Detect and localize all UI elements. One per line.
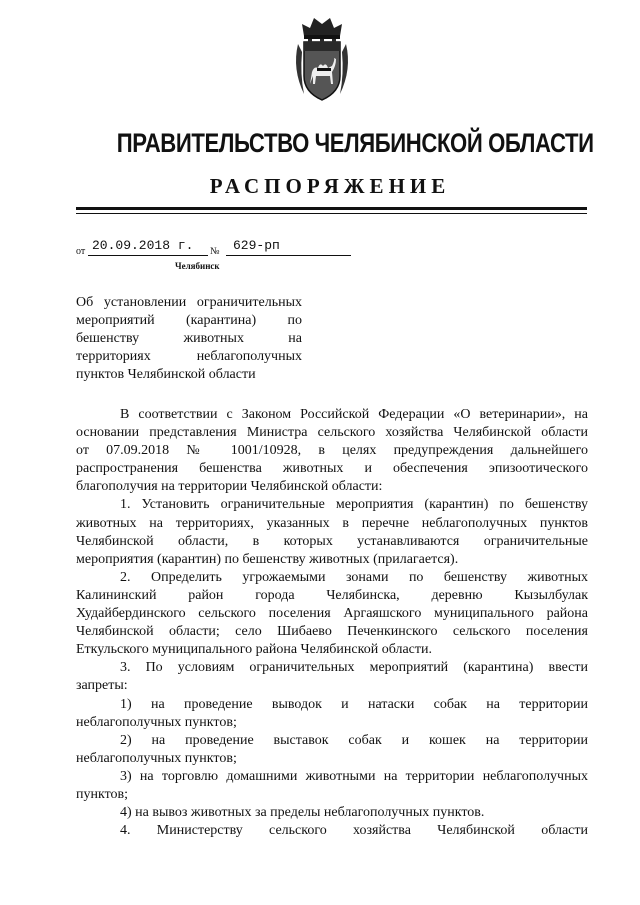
number-underline [226, 255, 351, 256]
body-line: благополучия на территории Челябинской области: [76, 479, 383, 495]
body-line: Еткульского муниципального района Челябинской области. [76, 642, 432, 658]
body-line: В соответствии с Законом Российской Федерации «О ветеринарии», на [120, 407, 588, 422]
body-line: 4) на вывоз животных за пределы неблагополучных пунктов. [120, 805, 485, 821]
body-line: Худайбердинского сельского поселения Аргаяшского муниципального района [76, 606, 588, 622]
body-line: Челябинской области; село Шибаево Печенкинского сельского поселения [76, 624, 588, 640]
subject-line: территориях неблагополучных [76, 349, 302, 364]
chelyabinsk-coat-of-arms-icon [290, 14, 354, 104]
document-date: 20.09.2018 г. [92, 238, 194, 253]
body-line: от 07.09.2018 № 1001/10928, в целях предупреждения дальнейшего [76, 443, 588, 459]
body-line: запреты: [76, 678, 128, 694]
header-rule-thick [76, 207, 587, 210]
subject-line: Об установлении ограничительных [76, 295, 302, 310]
body-line: Калининский район города Челябинска, деревню Кызылбулак [76, 587, 588, 603]
body-line: мероприятия (карантин) по бешенству животных (прилагается). [76, 551, 459, 567]
body-line: животных на территориях, указанных в перечне неблагополучных пунктов [76, 515, 588, 531]
document-meta [76, 238, 376, 260]
date-underline [88, 255, 208, 256]
date-label: от [76, 246, 86, 257]
body-line: 3) на торговлю домашними животными на территории неблагополучных [120, 768, 588, 784]
body-line: пунктов; [76, 786, 129, 802]
subject-line: мероприятий (карантина) по [76, 313, 302, 328]
document-subject [76, 294, 302, 384]
body-line: Челябинской области, в которых устанавливаются ограничительные [76, 533, 588, 549]
body-line: распространения бешенства животных и обеспечения эпизоотического [76, 461, 588, 477]
government-title: ПРАВИТЕЛЬСТВО ЧЕЛЯБИНСКОЙ ОБЛАСТИ [116, 128, 594, 158]
header-rule-thin [76, 213, 587, 214]
subject-line: пунктов Челябинской области [76, 367, 256, 382]
document-body [76, 406, 588, 840]
body-line: неблагополучных пунктов; [76, 750, 237, 766]
body-line: 1. Установить ограничительные мероприятия (карантин) по бешенству [120, 497, 588, 513]
body-line: 1) на проведение выводок и натаски собак на территории [120, 696, 588, 712]
body-line: 3. По условиям ограничительных мероприятий (карантина) ввести [120, 660, 588, 676]
body-line: основании представления Министра сельского хозяйства Челябинской области [76, 425, 588, 441]
city-label: Челябинск [175, 261, 220, 271]
document-number: 629-рп [233, 238, 280, 253]
body-line: 2. Определить угрожаемыми зонами по бешенству животных [120, 569, 588, 585]
body-line: неблагополучных пунктов; [76, 714, 237, 730]
body-line: 4. Министерству сельского хозяйства Челябинской области [120, 823, 588, 839]
subject-line: бешенству животных на [76, 331, 302, 346]
body-line: 2) на проведение выставок собак и кошек на территории [120, 732, 588, 748]
number-label: № [210, 246, 220, 257]
document-type: РАСПОРЯЖЕНИЕ [209, 174, 451, 198]
